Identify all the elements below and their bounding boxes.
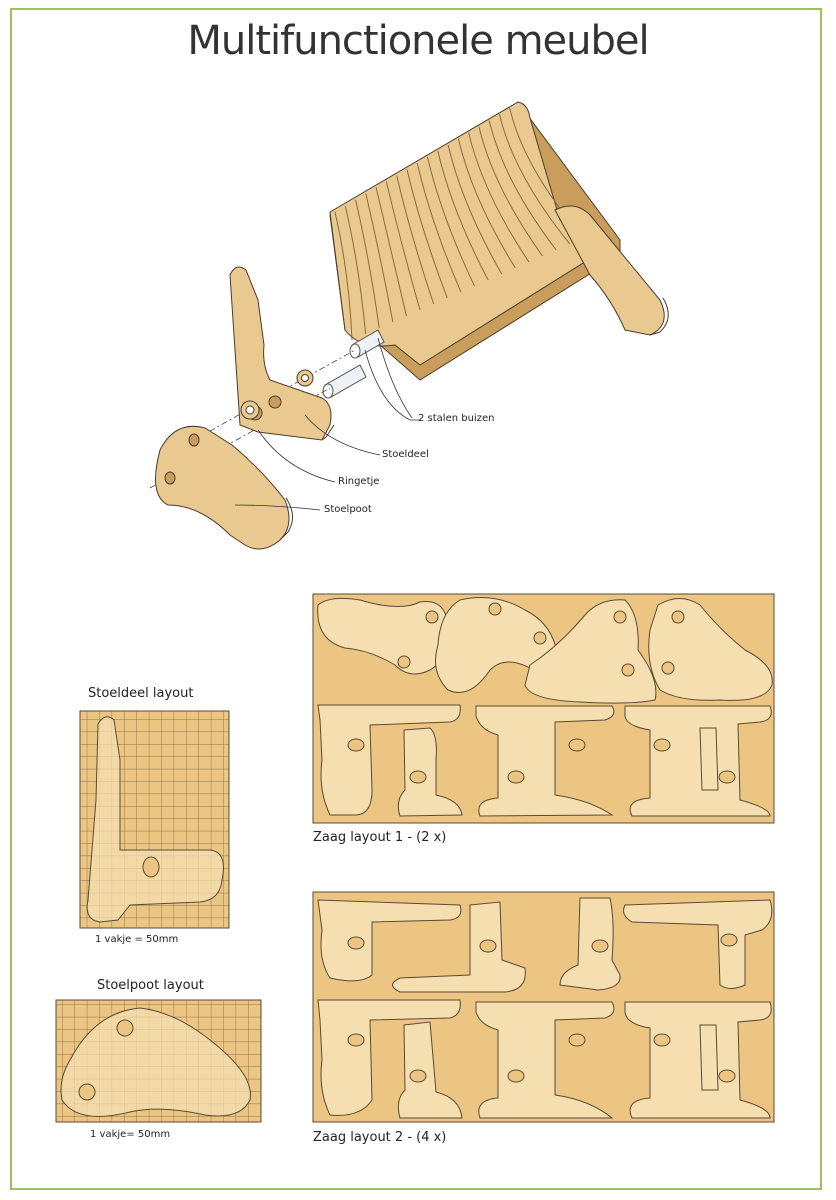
zaag-layout-1: [313, 594, 774, 823]
zaag-layout-2-caption: Zaag layout 2 - (4 x): [313, 1130, 447, 1145]
stoeldeel-layout-heading: Stoeldeel layout: [88, 686, 194, 701]
zaag-layout-1-caption: Zaag layout 1 - (2 x): [313, 830, 447, 845]
callout-stoeldeel: Stoeldeel: [382, 449, 429, 460]
stoelpoot-part: [156, 426, 290, 549]
stoelpoot-layout-scale: 1 vakje= 50mm: [90, 1129, 171, 1140]
page-title: Multifunctionele meubel: [187, 18, 649, 64]
callout-stoelpoot: Stoelpoot: [324, 504, 372, 515]
callout-steel-tubes: 2 stalen buizen: [418, 413, 495, 424]
callout-ringetje: Ringetje: [338, 476, 380, 487]
stoeldeel-layout-scale: 1 vakje = 50mm: [95, 934, 179, 945]
stoelpoot-layout-grid: [56, 1000, 261, 1122]
stoelpoot-layout-heading: Stoelpoot layout: [97, 978, 204, 993]
zaag-layout-2: [313, 892, 774, 1122]
steel-tubes: [323, 330, 384, 398]
stoeldeel-layout-grid: [80, 711, 229, 928]
